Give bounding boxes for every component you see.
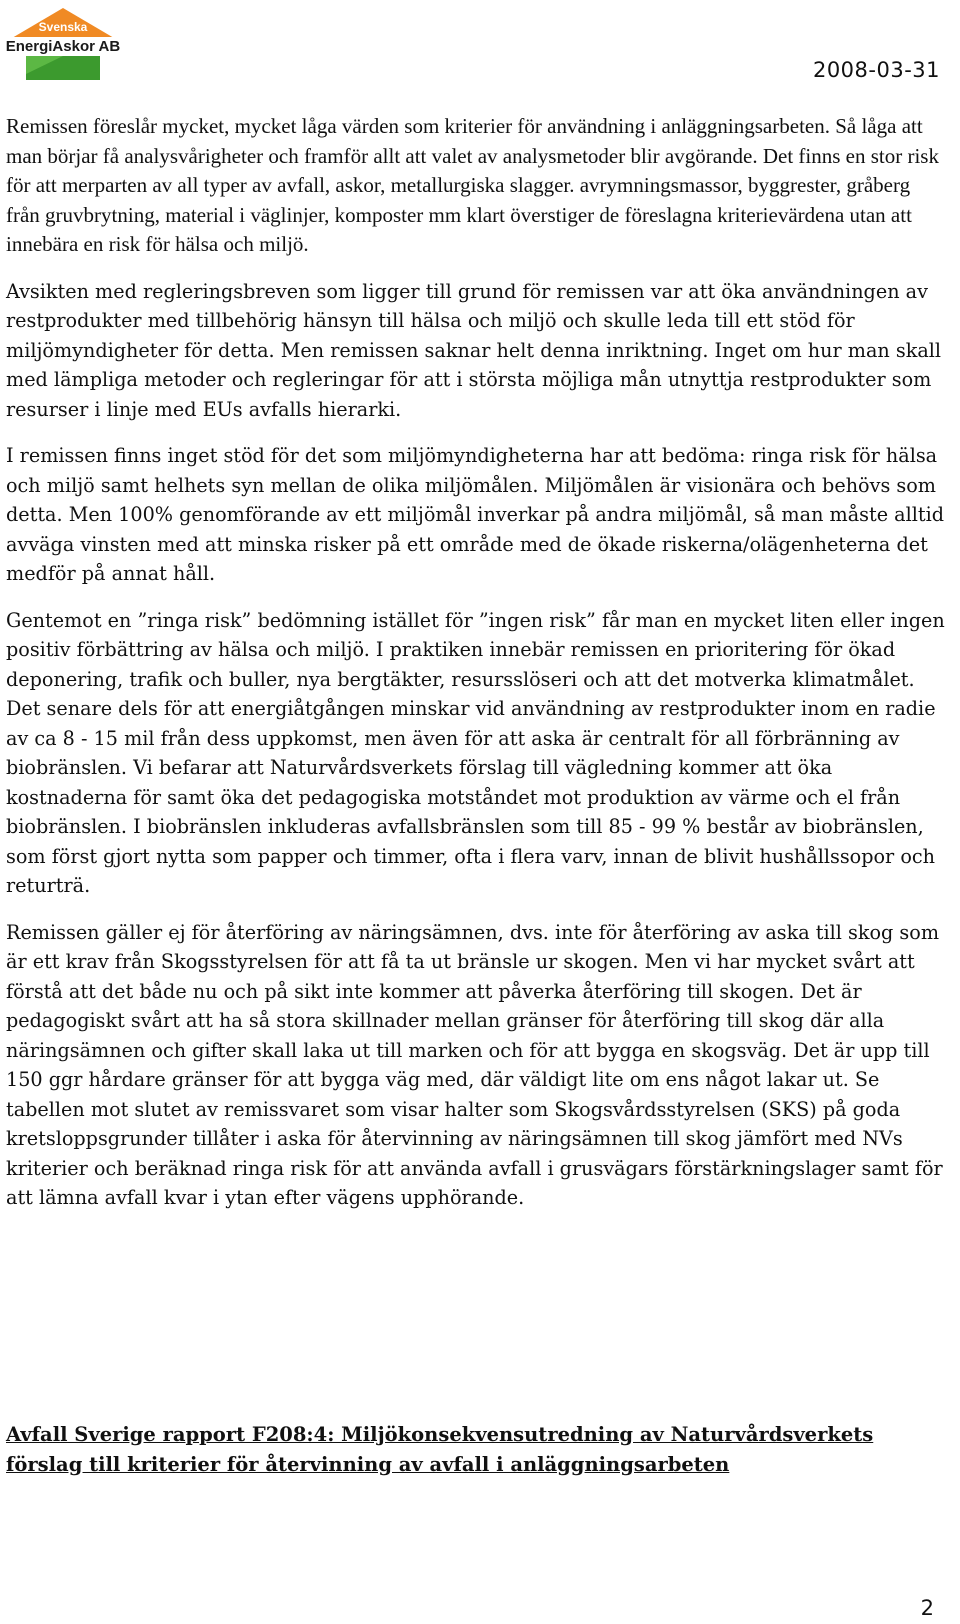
- paragraph-4: Gentemot en ”ringa risk” bedömning istället för ”ingen risk” får man en mycket liten eller ingen positiv förbättring av hälsa och miljö. I praktiken innebär remissen en prioritering för ökad deponering, trafik och buller, nya bergtäkter, resursslöseri och att det motverka klimatmålet. Det senare dels för att energiåtgången minskar vid användning av restprodukter inom en radie av ca 8 - 15 mil från dess uppkomst, men även för att aska är centralt för all förbränning av biobränslen. Vi befarar att Naturvårdsverkets förslag till vägledning kommer att öka kostnaderna för samt öka det pedagogiska motståndet mot produktion av värme och el från biobränslen. I biobränslen inkluderas avfallsbränslen som till 85 - 99 % består av biobränslen, som först gjort nytta som papper och timmer, ofta i flera varv, innan de blivit hushållssopor och returträ.: [6, 608, 945, 897]
- document-date: 2008-03-31: [812, 58, 940, 82]
- paragraph-2: Avsikten med regleringsbreven som ligger till grund för remissen var att öka användningen av restprodukter med tillbehörig hänsyn till hälsa och miljö och skulle leda till ett stöd för miljömyndigheter för detta. Men remissen saknar helt denna inriktning. Inget om hur man skall med lämpliga metoder och regleringar för att i största möjliga mån utnyttja restprodukter som resurser i linje med EUs avfalls hierarki.: [6, 279, 942, 421]
- report-reference-link[interactable]: Avfall Sverige rapport F208:4: Miljökonsekvensutredning av Naturvårdsverkets förslag till kriterier för återvinning av avfall i anläggningsarbeten: [6, 1423, 874, 1476]
- page-header: [0, 0, 960, 100]
- paragraph-3: I remissen finns inget stöd för det som miljömyndigheterna har att bedöma: ringa risk för hälsa och miljö samt helhets syn mellan de olika miljömålen. Miljömålen är visionära och behövs som detta. Men 100% genomförande av ett miljömål inverkar på andra miljömål, så man måste alltid avväga vinsten med att minska risker på ett område med de ökade riskerna/olägenheterna det medför på annat håll.: [6, 444, 945, 585]
- paragraph-1: Remissen föreslår mycket, mycket låga värden som kriterier för användning i anläggningsarbeten. Så låga att man börjar få analysvårigheter och framför allt att valet av analysmetoder blir avgörande. Det finns en stor risk för att merparten av all typer av avfall, askor, metallurgiska slagger. avrymningsmassor, byggrester, gråberg från gruvbrytning, material i väglinjer, komposter mm klart överstiger de föreslagna kriterievärdena utan att innebära en risk för hälsa och miljö.: [6, 114, 939, 256]
- logo-line2: EnergiAskor AB: [5, 38, 121, 55]
- document-body: [6, 112, 946, 1230]
- paragraph-5: Remissen gäller ej för återföring av näringsämnen, dvs. inte för återföring av aska till skog som är ett krav från Skogsstyrelsen för att få ta ut bränsle ur skogen. Men vi har mycket svårt att förstå att det både nu och på sikt inte kommer att påverka återföring till skogen. Det är pedagogiskt svårt att ha så stora skillnader mellan gränser för återföring till skog där alla näringsämnen och gifter skall laka ut till marken och för att bygga en skogsväg. Det är upp till 150 ggr hårdare gränser för att bygga väg med, där väldigt lite om ens något lakar ut. Se tabellen mot slutet av remissvaret som visar halter som Skogsvårdsstyrelsen (SKS) på goda kretsloppsgrunder tillåter i aska för återvinning av näringsämnen till skog jämfört med NVs kriterier och beräknad ringa risk för att använda avfall i grusvägars förstärkningslager samt för att lämna avfall kvar i ytan efter vägens upphörande.: [6, 920, 943, 1209]
- page-number: 2: [920, 1596, 934, 1620]
- logo-line1: Svenska: [38, 20, 88, 34]
- company-logo: [4, 4, 122, 82]
